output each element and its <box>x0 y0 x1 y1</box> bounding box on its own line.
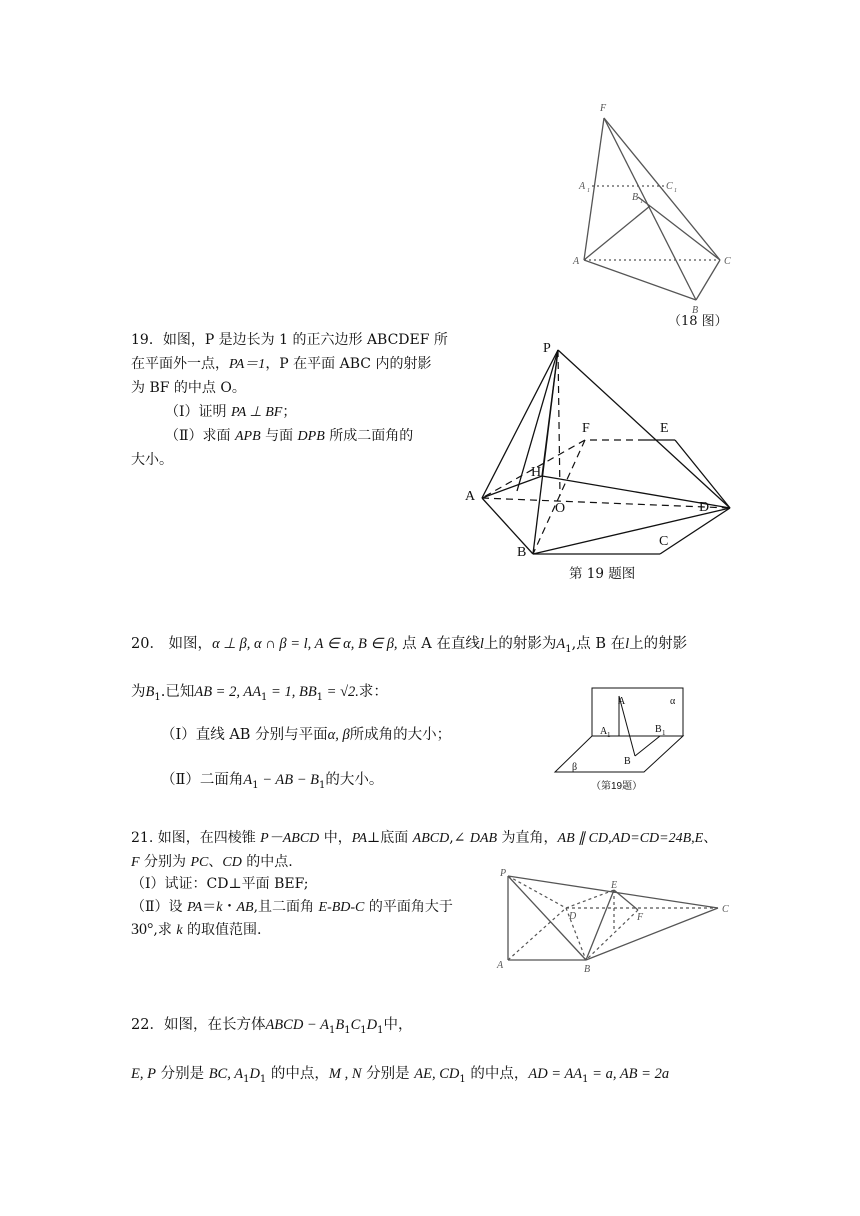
svg-text:1: 1 <box>587 188 590 194</box>
edge-CD <box>660 508 730 554</box>
label-B: B <box>584 964 591 975</box>
edge-BE <box>586 890 614 960</box>
figure-21 <box>494 864 740 976</box>
edge-AD-hidden <box>482 498 730 508</box>
edge-EF <box>614 890 638 910</box>
label-D: D <box>569 911 577 922</box>
label-B: B <box>517 545 527 560</box>
label-C: C <box>722 904 729 915</box>
label-B: B <box>624 756 631 767</box>
label-B1: B <box>655 724 662 735</box>
label-A: A <box>465 489 476 504</box>
label-F: F <box>600 103 607 114</box>
q19-part2: （Ⅱ）求面 APB 与面 DPB 所成二面角的 <box>165 428 414 444</box>
q21-part3: 30°,求 k 的取值范围. <box>131 921 262 938</box>
label-C1: C <box>666 181 673 192</box>
edge-FC <box>604 118 720 260</box>
label-F: F <box>582 421 590 436</box>
figure-20 <box>552 684 692 776</box>
label-P: P <box>543 341 551 356</box>
label-A: A <box>497 960 504 971</box>
edge-B1C <box>650 206 720 260</box>
q21-line2: F 分别为 PC、CD 的中点. <box>131 854 293 870</box>
label-B1: B <box>632 192 639 203</box>
q21-part1: （Ⅰ）试证：CD⊥平面 BEF; <box>131 876 309 892</box>
segment-BB1 <box>635 736 660 756</box>
svg-text:1: 1 <box>662 729 666 737</box>
svg-text:1: 1 <box>674 188 677 194</box>
label-F: F <box>637 912 644 923</box>
q21-line1: 21. 如图，在四棱锥 P－ABCD 中，PA⊥底面 ABCD,∠ DAB 为直角，AB ∥ CD,AD=CD=24B,E、 <box>131 830 718 846</box>
label-H: H <box>531 465 542 480</box>
figure-18 <box>560 96 750 336</box>
edge-AB1 <box>584 206 650 260</box>
label-alpha: α <box>670 696 676 707</box>
q19-line1: 19．如图，P 是边长为 1 的正六边形 ABCDEF 所 <box>131 332 448 348</box>
figure-18-caption: （18 图） <box>668 314 728 329</box>
label-O: O <box>555 501 566 516</box>
label-A: A <box>573 256 580 267</box>
label-E: E <box>611 880 618 891</box>
figure-19-caption: 第 19 题图 <box>569 566 636 582</box>
q19-part2-cont: 大小。 <box>131 452 173 468</box>
figure-19 <box>455 336 745 566</box>
edge-BC <box>586 908 718 960</box>
q20-line2: 为$B_1$.已知AB = 2, $AA_1 = 1$, $BB_1 = √2$.求： <box>131 684 388 703</box>
edge-PO-hidden <box>558 350 560 496</box>
edge-FB-hidden <box>533 440 585 554</box>
edge-PH <box>542 350 558 476</box>
label-D: D <box>699 500 710 515</box>
q21-part2: （Ⅱ）设 PA＝k・AB,且二面角 E-BD-C 的平面角大于 <box>131 899 453 915</box>
edge-PA <box>482 350 558 498</box>
q20-part2: （Ⅱ）二面角$A_1$ − AB − $B_1$的大小。 <box>161 772 384 791</box>
q22-line1: 22．如图，在长方体ABCD − $A_1B_1C_1D_1$中， <box>131 1017 413 1036</box>
label-A: A <box>618 696 626 707</box>
svg-text:1: 1 <box>607 731 611 739</box>
edge-AD-hidden <box>508 908 566 960</box>
figure-20-caption: （第19题） <box>591 781 643 792</box>
label-C: C <box>724 256 731 267</box>
q20-line1: 20． 如图，α ⊥ β, α ∩ β = l, A ∈ α, B ∈ β, 点 A 在直线l上的射影为$A_1$,点 B 在l上的射影 <box>131 636 688 655</box>
q19-line3: 为 BF 的中点 O。 <box>131 380 246 396</box>
q22-line2: E, P 分别是 BC, $A_1D_1$ 的中点，M , N 分别是 AE, $CD_1$ 的中点，AD = $AA_1 = a$, AB = 2a <box>131 1066 670 1085</box>
label-E: E <box>660 421 669 436</box>
q20-part1: （Ⅰ）直线 AB 分别与平面α, β所成角的大小； <box>161 727 452 743</box>
label-A1: A <box>579 181 586 192</box>
label-A1: A <box>600 726 608 737</box>
label-C: C <box>659 534 669 549</box>
svg-text:1: 1 <box>640 199 643 205</box>
edge-DE-hidden <box>566 890 614 908</box>
edge-DE <box>675 440 730 508</box>
edge-BC <box>696 260 720 300</box>
label-beta: β <box>572 762 578 773</box>
q19-part1: （Ⅰ）证明 PA ⊥ BF； <box>165 404 297 420</box>
q19-line2: 在平面外一点，PA＝1，P 在平面 ABC 内的射影 <box>131 356 432 372</box>
label-P: P <box>500 868 507 879</box>
edge-FB-hidden <box>586 910 638 960</box>
label-B: B <box>692 305 699 316</box>
